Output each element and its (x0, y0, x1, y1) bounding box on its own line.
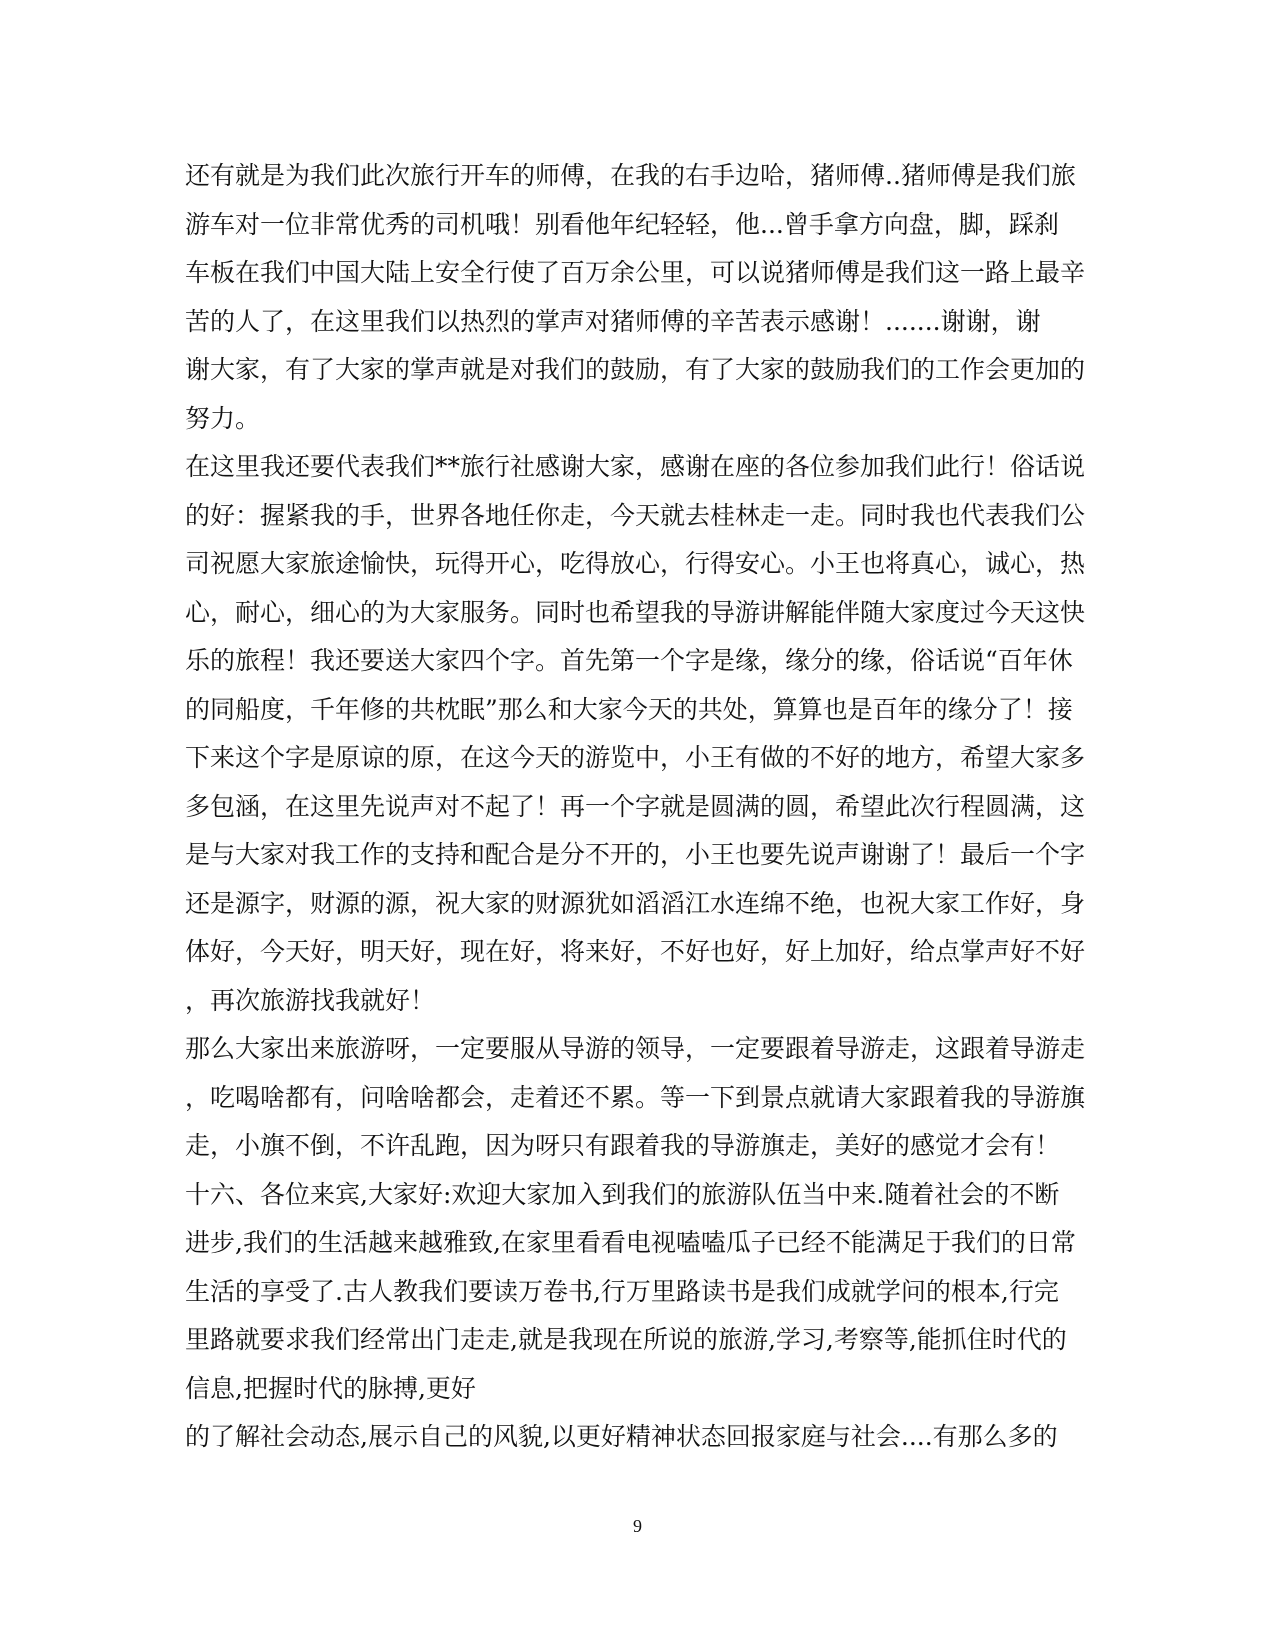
text-line: 那么大家出来旅游呀，一定要服从导游的领导，一定要跟着导游走，这跟着导游走 (185, 1034, 1086, 1063)
text-line: 多包涵，在这里先说声对不起了！再一个字就是圆满的圆，希望此次行程圆满，这 (185, 791, 1086, 821)
text-line: 十六、各位来宾,大家好:欢迎大家加入到我们的旅游队伍当中来.随着社会的不断 (185, 1179, 1060, 1209)
page-number: 9 (633, 1516, 642, 1536)
text-line: 乐的旅程！我还要送大家四个字。首先第一个字是缘，缘分的缘，俗话说“百年休 (185, 646, 1073, 675)
text-line: 进步,我们的生活越来越雅致,在家里看看电视嗑嗑瓜子已经不能满足于我们的日常 (185, 1228, 1076, 1257)
text-line: 努力。 (185, 403, 261, 433)
text-line: 的了解社会动态,展示自己的风貌,以更好精神状态回报家庭与社会....有那么多的 (185, 1422, 1058, 1451)
text-line: ，吃喝啥都有，问啥啥都会，走着还不累。等一下到景点就请大家跟着我的导游旗 (185, 1082, 1086, 1112)
body-text (185, 152, 1090, 1462)
text-line: 下来这个字是原谅的原，在这今天的游览中，小王有做的不好的地方，希望大家多 (185, 743, 1086, 772)
text-line: 是与大家对我工作的支持和配合是分不开的，小王也要先说声谢谢了！最后一个字 (185, 840, 1086, 869)
text-line: ，再次旅游找我就好！ (185, 985, 436, 1015)
text-line: 生活的享受了.古人教我们要读万卷书,行万里路读书是我们成就学问的根本,行完 (185, 1276, 1059, 1306)
text-line: 信息,把握时代的脉搏,更好 (185, 1373, 476, 1403)
text-line: 车板在我们中国大陆上安全行使了百万余公里，可以说猪师傅是我们这一路上最辛 (185, 258, 1086, 287)
text-line: 心，耐心，细心的为大家服务。同时也希望我的导游讲解能伴随大家度过今天这快 (185, 597, 1086, 627)
text-line: 里路就要求我们经常出门走走,就是我现在所说的旅游,学习,考察等,能抓住时代的 (185, 1325, 1067, 1354)
text-line: 游车对一位非常优秀的司机哦！别看他年纪轻轻，他...曾手拿方向盘，脚，踩刹 (185, 209, 1059, 239)
text-line: 的好：握紧我的手，世界各地任你走，今天就去桂林走一走。同时我也代表我们公 (185, 500, 1086, 530)
text-line: 在这里我还要代表我们**旅行社感谢大家，感谢在座的各位参加我们此行！俗话说 (185, 452, 1086, 481)
text-line: 苦的人了，在这里我们以热烈的掌声对猪师傅的辛苦表示感谢！.......谢谢，谢 (185, 306, 1041, 336)
text-line: 体好，今天好，明天好，现在好，将来好，不好也好，好上加好，给点掌声好不好 (185, 937, 1086, 966)
text-line: 还是源字，财源的源，祝大家的财源犹如滔滔江水连绵不绝，也祝大家工作好，身 (185, 888, 1086, 918)
text-line: 走，小旗不倒，不许乱跑，因为呀只有跟着我的导游旗走，美好的感觉才会有！ (185, 1131, 1061, 1160)
text-line: 还有就是为我们此次旅行开车的师傅，在我的右手边哈，猪师傅..猪师傅是我们旅 (185, 161, 1076, 190)
text-line: 司祝愿大家旅途愉快，玩得开心，吃得放心，行得安心。小王也将真心，诚心，热 (185, 549, 1086, 578)
text-line: 的同船度，千年修的共枕眠”那么和大家今天的共处，算算也是百年的缘分了！接 (185, 694, 1073, 724)
text-line: 谢大家，有了大家的掌声就是对我们的鼓励，有了大家的鼓励我们的工作会更加的 (185, 355, 1086, 384)
